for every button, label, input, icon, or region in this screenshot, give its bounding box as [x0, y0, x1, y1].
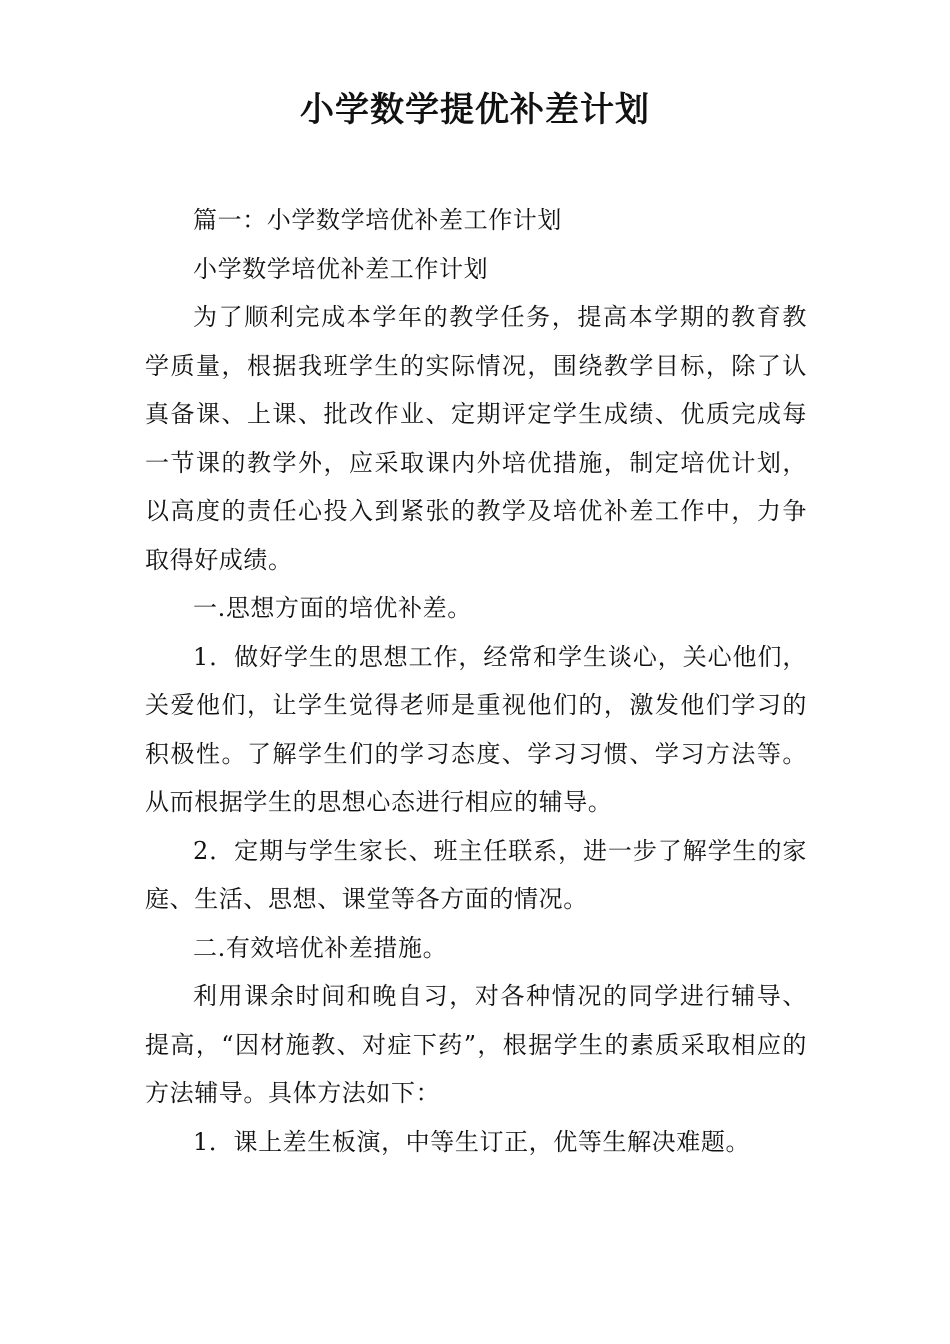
paragraph-heading-2: 二.有效培优补差措施。 [193, 933, 448, 962]
paragraph-item-1: 1．做好学生的思想工作，经常和学生谈心，关心他们，关爱他们，让学生觉得老师是重视他们的，激发他们学习的积极性。了解学生们的学习态度、学习习惯、学习方法等。从而根据学生的思想心态进行相应的辅导。 [145, 642, 807, 816]
document-body [145, 196, 807, 1166]
paragraph-subtitle: 小学数学培优补差工作计划 [193, 254, 489, 283]
paragraph-methods: 利用课余时间和晚自习，对各种情况的同学进行辅导、提高，“因材施教、对症下药”，根据学生的素质采取相应的方法辅导。具体方法如下： [145, 982, 807, 1107]
paragraph-intro: 为了顺利完成本学年的教学任务，提高本学期的教育教学质量，根据我班学生的实际情况，围绕教学目标，除了认真备课、上课、批改作业、定期评定学生成绩、优质完成每一节课的教学外，应采取课内外培优措施，制定培优计划，以高度的责任心投入到紧张的教学及培优补差工作中，力争取得好成绩。 [145, 303, 807, 574]
paragraph-heading-1: 一.思想方面的培优补差。 [193, 594, 472, 622]
paragraph-method-1: 1．课上差生板演，中等生订正，优等生解决难题。 [193, 1127, 751, 1156]
document-title: 小学数学提优补差计划 [300, 90, 650, 130]
paragraph-section-heading: 篇一：小学数学培优补差工作计划 [193, 206, 562, 234]
paragraph-item-2: 2．定期与学生家长、班主任联系，进一步了解学生的家庭、生活、思想、课堂等各方面的情况。 [145, 836, 807, 913]
